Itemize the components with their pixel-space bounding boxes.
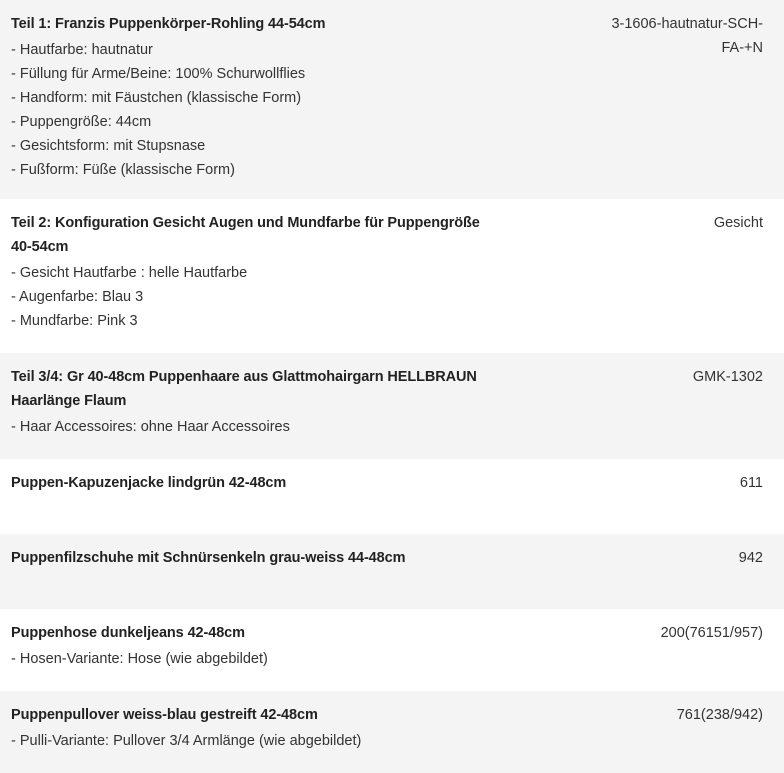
item-sku: GMK-1302 (692, 369, 763, 385)
item-option: - Haar Accessoires: ohne Haar Accessoires (11, 419, 290, 435)
order-item-row (0, 691, 784, 773)
order-item-row (0, 609, 784, 691)
item-option: - Handform: mit Fäustchen (klassische Form) (11, 90, 302, 106)
item-sku: Gesicht (713, 215, 763, 231)
item-sku: 761(238/942) (676, 707, 763, 723)
item-option: - Puppengröße: 44cm (11, 114, 152, 130)
item-option: - Pulli-Variante: Pullover 3/4 Armlänge (wie abgebildet) (11, 733, 362, 749)
item-option: - Gesichtsform: mit Stupsnase (11, 138, 206, 154)
item-option: - Augenfarbe: Blau 3 (11, 289, 144, 305)
item-options (11, 261, 763, 333)
order-item-row (0, 534, 784, 609)
item-option: - Füllung für Arme/Beine: 100% Schurwollflies (11, 66, 306, 82)
order-item-row (0, 199, 784, 353)
order-item-row (0, 353, 784, 459)
item-options (11, 647, 763, 671)
item-sku: 3-1606-hautnatur-SCH-FA-+N (611, 16, 763, 56)
order-item-row (0, 459, 784, 534)
order-item-row (0, 0, 784, 199)
item-sku: 942 (738, 550, 763, 566)
item-options (11, 729, 763, 753)
item-name: Teil 3/4: Gr 40-48cm Puppenhaare aus Glattmohairgarn HELLBRAUN Haarlänge Flaum (11, 369, 477, 409)
item-name: Teil 1: Franzis Puppenkörper-Rohling 44-54cm (11, 16, 326, 32)
item-name: Puppenfilzschuhe mit Schnürsenkeln grau-weiss 44-48cm (11, 550, 406, 566)
item-name: Teil 2: Konfiguration Gesicht Augen und Mundfarbe für Puppengröße 40-54cm (11, 215, 480, 255)
item-sku: 200(76151/957) (660, 625, 763, 641)
item-option: - Fußform: Füße (klassische Form) (11, 162, 235, 178)
item-sku: 611 (739, 475, 763, 491)
item-option: - Gesicht Hautfarbe : helle Hautfarbe (11, 265, 248, 281)
item-name: Puppen-Kapuzenjacke lindgrün 42-48cm (11, 475, 287, 491)
item-name: Puppenpullover weiss-blau gestreift 42-48cm (11, 707, 318, 723)
item-options (11, 415, 763, 439)
item-option: - Mundfarbe: Pink 3 (11, 313, 138, 329)
item-name: Puppenhose dunkeljeans 42-48cm (11, 625, 245, 641)
item-option: - Hautfarbe: hautnatur (11, 42, 153, 58)
item-option: - Hosen-Variante: Hose (wie abgebildet) (11, 651, 268, 667)
